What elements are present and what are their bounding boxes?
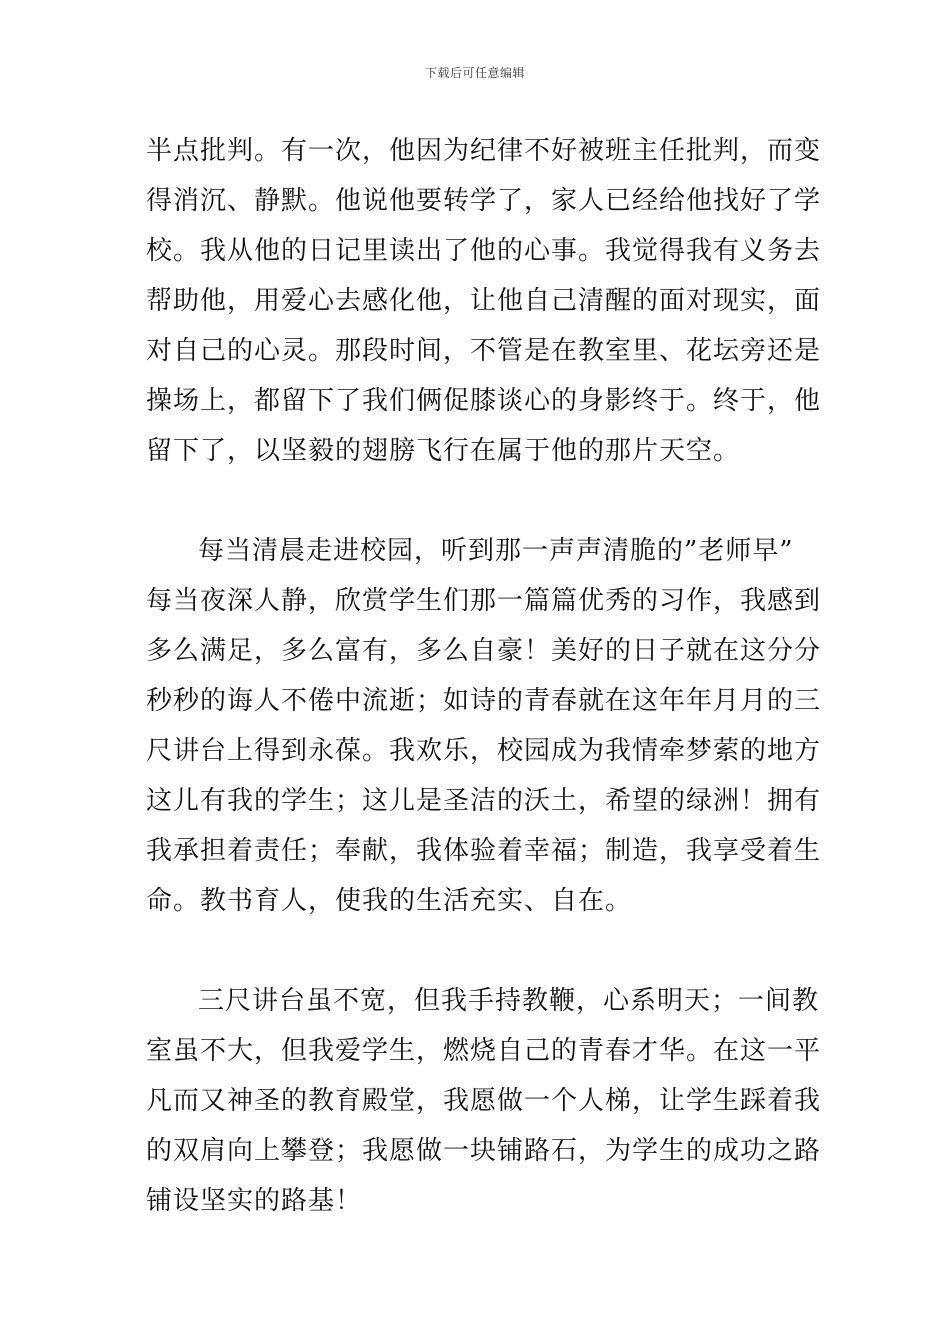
paragraph-spacer <box>146 476 814 526</box>
paragraph-spacer <box>146 926 814 976</box>
text-line: 我承担着责任；奉献，我体验着幸福；制造，我享受着生 <box>146 836 822 866</box>
text-line: 凡而又神圣的教育殿堂，我愿做一个人梯，让学生踩着我 <box>146 1086 822 1116</box>
paragraph-2 <box>146 526 822 926</box>
text-line: 这儿有我的学生；这儿是圣洁的沃土，希望的绿洲！拥有 <box>146 786 822 816</box>
text-line: 的双肩向上攀登；我愿做一块铺路石，为学生的成功之路 <box>146 1136 822 1166</box>
text-line: 每当夜深人静，欣赏学生们那一篇篇优秀的习作，我感到 <box>146 586 822 616</box>
document-body <box>146 126 822 1226</box>
text-line: 半点批判。有一次，他因为纪律不好被班主任批判，而变 <box>146 136 822 166</box>
text-line: 秒秒的诲人不倦中流逝；如诗的青春就在这年年月月的三 <box>146 686 822 716</box>
text-line: 校。我从他的日记里读出了他的心事。我觉得我有义务去 <box>146 236 822 266</box>
text-line: 室虽不大，但我爱学生，燃烧自己的青春才华。在这一平 <box>146 1036 822 1066</box>
text-line: 多么满足，多么富有，多么自豪！美好的日子就在这分分 <box>146 636 822 666</box>
text-line: 得消沉、静默。他说他要转学了，家人已经给他找好了学 <box>146 186 822 216</box>
text-line: 留下了，以坚毅的翅膀飞行在属于他的那片天空。 <box>146 436 741 466</box>
text-line: 帮助他，用爱心去感化他，让他自己清醒的面对现实，面 <box>146 286 822 316</box>
text-line: 铺设坚实的路基！ <box>146 1186 363 1216</box>
page-header: 下载后可任意编辑 <box>424 66 525 80</box>
text-line: 每当清晨走进校园，听到那一声声清脆的”老师早” <box>198 536 794 566</box>
text-line: 尺讲台上得到永葆。我欢乐，校园成为我情牵梦萦的地方 <box>146 736 822 766</box>
text-line: 操场上，都留下了我们俩促膝谈心的身影终于。终于，他 <box>146 386 822 416</box>
text-line: 命。教书育人，使我的生活充实、自在。 <box>146 886 633 916</box>
paragraph-1 <box>146 126 822 476</box>
text-line: 三尺讲台虽不宽，但我手持教鞭，心系明天；一间教 <box>198 986 820 1016</box>
paragraph-3 <box>146 976 822 1226</box>
text-line: 对自己的心灵。那段时间，不管是在教室里、花坛旁还是 <box>146 336 822 366</box>
